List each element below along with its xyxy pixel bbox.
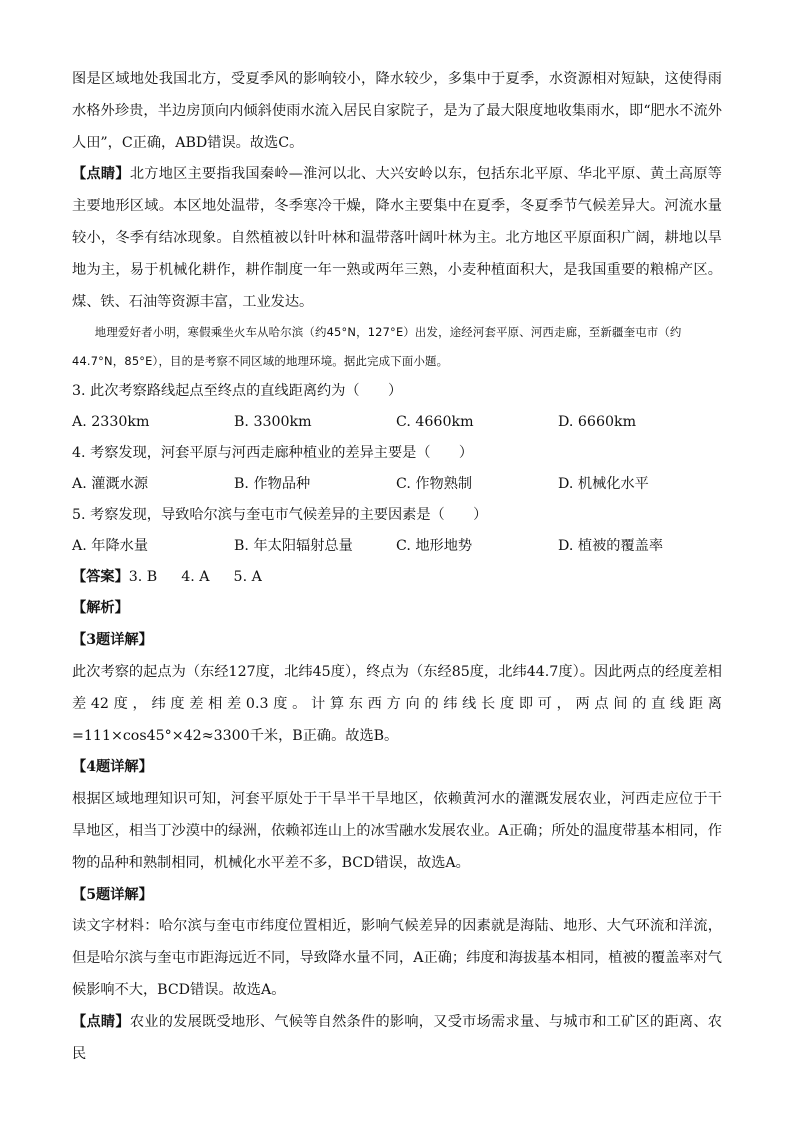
intro-paragraph: 图是区域地处我国北方，受夏季风的影响较小，降水较少，多集中于夏季，水资源相对短缺，这使得雨水格外珍贵，半边房顶向内倾斜使雨水流入居民自家院子，是为了最大限度地收集雨水，即“肥水不流外人田”，C正确，ABD错误。故选C。 bbox=[72, 71, 722, 151]
key-point-1-tag: 【点睛】 bbox=[72, 166, 130, 183]
key-point-2-tag: 【点睛】 bbox=[72, 1013, 130, 1030]
detail-4-heading: 【4题详解】 bbox=[72, 759, 153, 776]
question-3-stem: 3. 此次考察路线起点至终点的直线距离约为（ ） bbox=[72, 383, 403, 400]
document-content bbox=[72, 64, 722, 1070]
q4-option-b: B. 作物品种 bbox=[234, 476, 311, 493]
detail-4-text: 根据区域地理知识可知，河套平原处于干旱半干旱地区，依赖黄河水的灌溉发展农业，河西走应位于干旱地区，相当丁沙漠中的绿洲，依赖祁连山上的冰雪融水发展农业。A正确；所处的温度带基本相同，作物的品种和熟制相同，机械化水平差不多，BCD错误，故选A。 bbox=[72, 791, 722, 871]
key-point-2 bbox=[72, 1007, 722, 1071]
answer-3: 3. B bbox=[128, 569, 158, 586]
q5-option-b: B. 年太阳辐射总量 bbox=[234, 538, 353, 555]
detail-5-text: 读文字材料：哈尔滨与奎屯市纬度位置相近，影响气候差异的因素就是海陆、地形、大气环流和洋流，但是哈尔滨与奎屯市距海远近不同，导致降水量不同，A正确；纬度和海拔基本相同，植被的覆盖率对气候影响不大，BCD错误。故选A。 bbox=[72, 918, 722, 998]
question-4-options bbox=[72, 469, 722, 500]
key-point-1 bbox=[72, 159, 722, 318]
detail-3-heading: 【3题详解】 bbox=[72, 632, 153, 649]
material-passage: 地理爱好者小明，寒假乘坐火车从哈尔滨（约45°N，127°E）出发，途经河套平原、河西走廊，至新疆奎屯市（约44.7°N，85°E），目的是考察不同区域的地理环境。据此完成下面小题。 bbox=[72, 325, 682, 369]
q4-option-d: D. 机械化水平 bbox=[558, 476, 649, 493]
question-5-options bbox=[72, 531, 722, 562]
question-5-stem: 5. 考察发现，导致哈尔滨与奎屯市气候差异的主要因素是（ ） bbox=[72, 507, 488, 524]
detail-5-heading: 【5题详解】 bbox=[72, 886, 153, 903]
q3-option-c: C. 4660km bbox=[396, 414, 474, 431]
detail-3-text: 此次考察的起点为（东经127度，北纬45度），终点为（东经85度，北纬44.7度）。因此两点的经度差相差42度，纬度差相差0.3度。计算东西方向的纬线长度即可，两点间的直线距离=111×cos45°×42≈3300千米，B正确。故选B。 bbox=[72, 663, 722, 744]
question-4-stem: 4. 考察发现，河套平原与河西走廊种植业的差异主要是（ ） bbox=[72, 445, 474, 462]
answer-5: 5. A bbox=[233, 569, 262, 586]
q3-option-b: B. 3300km bbox=[234, 414, 312, 431]
q5-option-a: A. 年降水量 bbox=[72, 538, 149, 555]
question-3-options bbox=[72, 407, 722, 438]
analysis-heading: 【解析】 bbox=[72, 600, 129, 617]
answer-tag: 【答案】 bbox=[72, 569, 129, 586]
q4-option-a: A. 灌溉水源 bbox=[72, 476, 149, 493]
q4-option-c: C. 作物熟制 bbox=[396, 476, 473, 493]
answer-4: 4. A bbox=[181, 569, 210, 586]
key-point-1-text: 北方地区主要指我国秦岭—淮河以北、大兴安岭以东，包括东北平原、华北平原、黄土高原等主要地形区域。本区地处温带，冬季寒冷干燥，降水主要集中在夏季，冬夏季节气候差异大。河流水量较小，冬季有结冰现象。自然植被以针叶林和温带落叶阔叶林为主。北方地区平原面积广阔，耕地以旱地为主，易于机械化耕作，耕作制度一年一熟或两年三熟，小麦种植面积大，是我国重要的粮棉产区。煤、铁、石油等资源丰富，工业发达。 bbox=[72, 166, 722, 310]
key-point-2-text: 农业的发展既受地形、气候等自然条件的影响，又受市场需求量、与城市和工矿区的距离、农民 bbox=[72, 1013, 722, 1062]
answer-line bbox=[72, 562, 722, 593]
q5-option-c: C. 地形地势 bbox=[396, 538, 473, 555]
q3-option-d: D. 6660km bbox=[558, 414, 637, 431]
q3-option-a: A. 2330km bbox=[72, 414, 150, 431]
q5-option-d: D. 植被的覆盖率 bbox=[558, 538, 664, 555]
